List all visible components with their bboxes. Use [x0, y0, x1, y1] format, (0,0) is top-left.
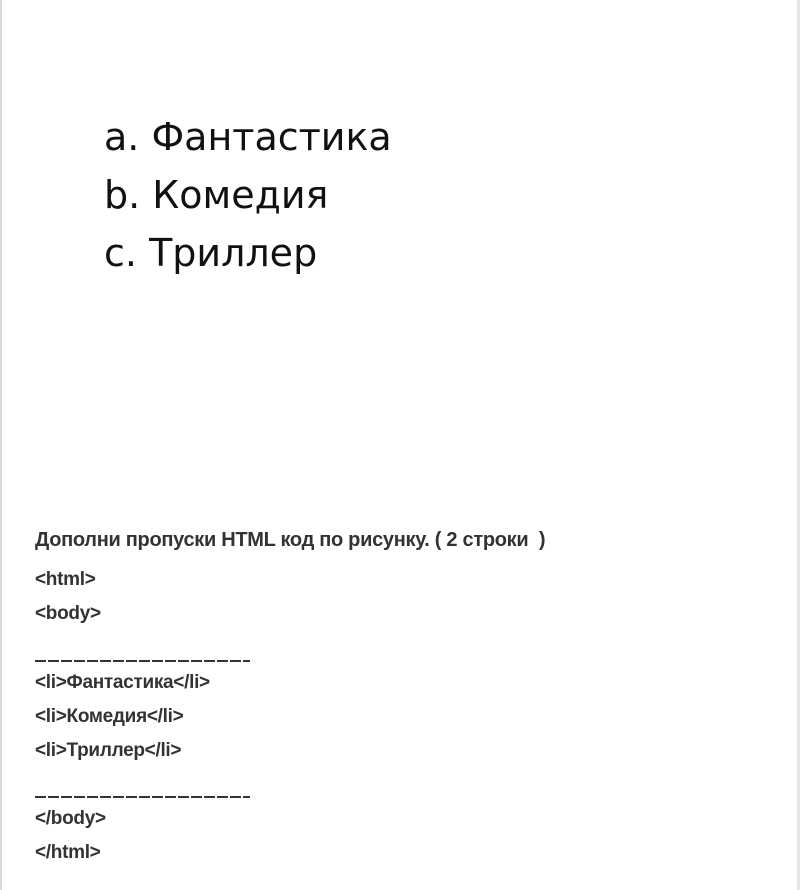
code-line-li-2: <li>Комедия</li> [35, 706, 184, 727]
list-item-marker: a. [104, 115, 140, 159]
question-text: Дополни пропуски HTML код по рисунку. ( 2 строки ) [35, 529, 546, 551]
list-item [104, 108, 392, 166]
list-item [104, 224, 392, 282]
code-line-html-open: <html> [35, 569, 96, 590]
blank-line-1[interactable] [35, 660, 250, 662]
code-line-body-close: </body> [35, 808, 106, 829]
list-item-label: Фантастика [151, 115, 392, 159]
code-line-body-open: <body> [35, 603, 101, 624]
example-figure [0, 0, 800, 330]
list-item-marker: b. [104, 173, 141, 217]
code-line-html-close: </html> [35, 842, 101, 863]
list-item [104, 166, 392, 224]
list-item-label: Комедия [152, 173, 329, 217]
code-line-li-3: <li>Триллер</li> [35, 740, 182, 761]
code-line-li-1: <li>Фантастика</li> [35, 672, 210, 693]
blank-line-2[interactable] [35, 796, 250, 798]
list-item-marker: c. [104, 231, 137, 275]
example-list [104, 108, 392, 282]
list-item-label: Триллер [149, 231, 318, 275]
